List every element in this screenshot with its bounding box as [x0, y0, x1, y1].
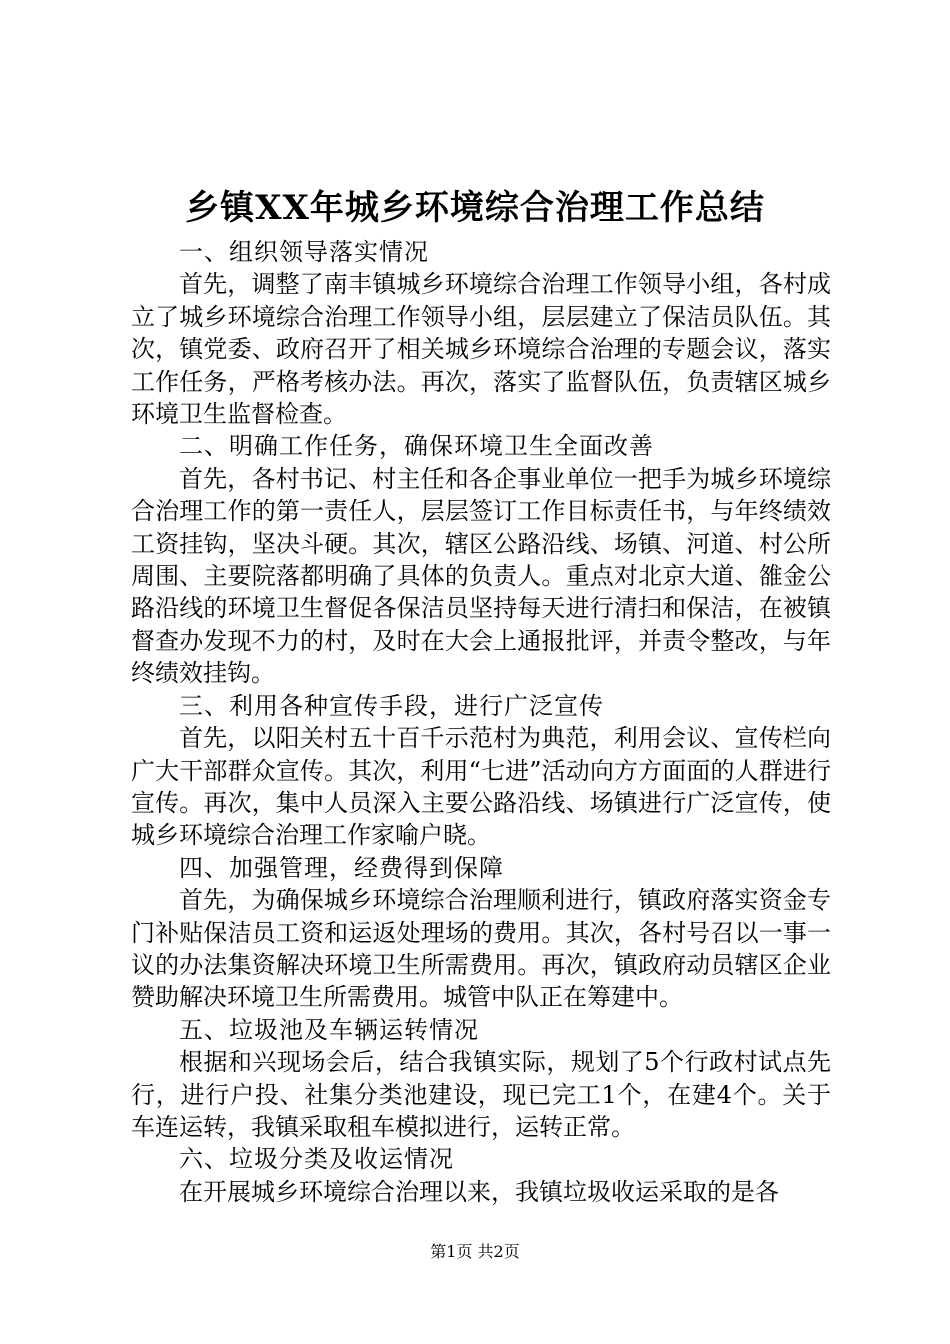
section-paragraph-5: 根据和兴现场会后，结合我镇实际，规划了5个行政村试点先行，进行户投、社集分类池建设，现已完工1个，在建4个。关于车连运转，我镇采取租车模拟进行，运转正常。: [131, 1048, 831, 1141]
section-paragraph-4: 首先，为确保城乡环境综合治理顺利进行，镇政府落实资金专门补贴保洁员工资和运返处理场的费用。其次，各村号召以一事一议的办法集资解决环境卫生所需费用。再次，镇政府动员辖区企业赞助解决环境卫生所需费用。城管中队正在筹建中。: [131, 886, 831, 1012]
section-paragraph-3: 首先，以阳关村五十百千示范村为典范，利用会议、宣传栏向广大干部群众宣传。其次，利用“七进”活动向方方面面的人群进行宣传。再次，集中人员深入主要公路沿线、场镇进行广泛宣传，使城乡环境综合治理工作家喻户晓。: [131, 724, 831, 850]
section-heading-2: 二、明确工作任务，确保环境卫生全面改善: [179, 432, 654, 461]
section-paragraph-2: 首先，各村书记、村主任和各企事业单位一把手为城乡环境综合治理工作的第一责任人，层层签订工作目标责任书，与年终绩效工资挂钩，坚决斗硬。其次，辖区公路沿线、场镇、河道、村公所周围、主要院落都明确了具体的负责人。重点对北京大道、雒金公路沿线的环境卫生督促各保洁员坚持每天进行清扫和保洁，在被镇督查办发现不力的村，及时在大会上通报批评，并责令整改，与年终绩效挂钩。: [131, 464, 831, 688]
section-paragraph-6: 在开展城乡环境综合治理以来，我镇垃圾收运采取的是各: [179, 1177, 779, 1206]
section-heading-5: 五、垃圾池及车辆运转情况: [179, 1015, 479, 1044]
section-heading-6: 六、垃圾分类及收运情况: [179, 1145, 454, 1174]
document-body: [131, 236, 831, 1208]
document-title: 乡镇XX年城乡环境综合治理工作总结: [185, 188, 765, 228]
section-heading-4: 四、加强管理，经费得到保障: [179, 853, 504, 882]
section-heading-3: 三、利用各种宣传手段，进行广泛宣传: [179, 691, 604, 720]
section-paragraph-1: 首先，调整了南丰镇城乡环境综合治理工作领导小组，各村成立了城乡环境综合治理工作领导小组，层层建立了保洁员队伍。其次，镇党委、政府召开了相关城乡环境综合治理的专题会议，落实工作任务，严格考核办法。再次，落实了监督队伍，负责辖区城乡环境卫生监督检查。: [131, 270, 831, 429]
section-heading-1: 一、组织领导落实情况: [179, 238, 429, 266]
page-number-footer: 第1页 共2页: [430, 1242, 520, 1261]
